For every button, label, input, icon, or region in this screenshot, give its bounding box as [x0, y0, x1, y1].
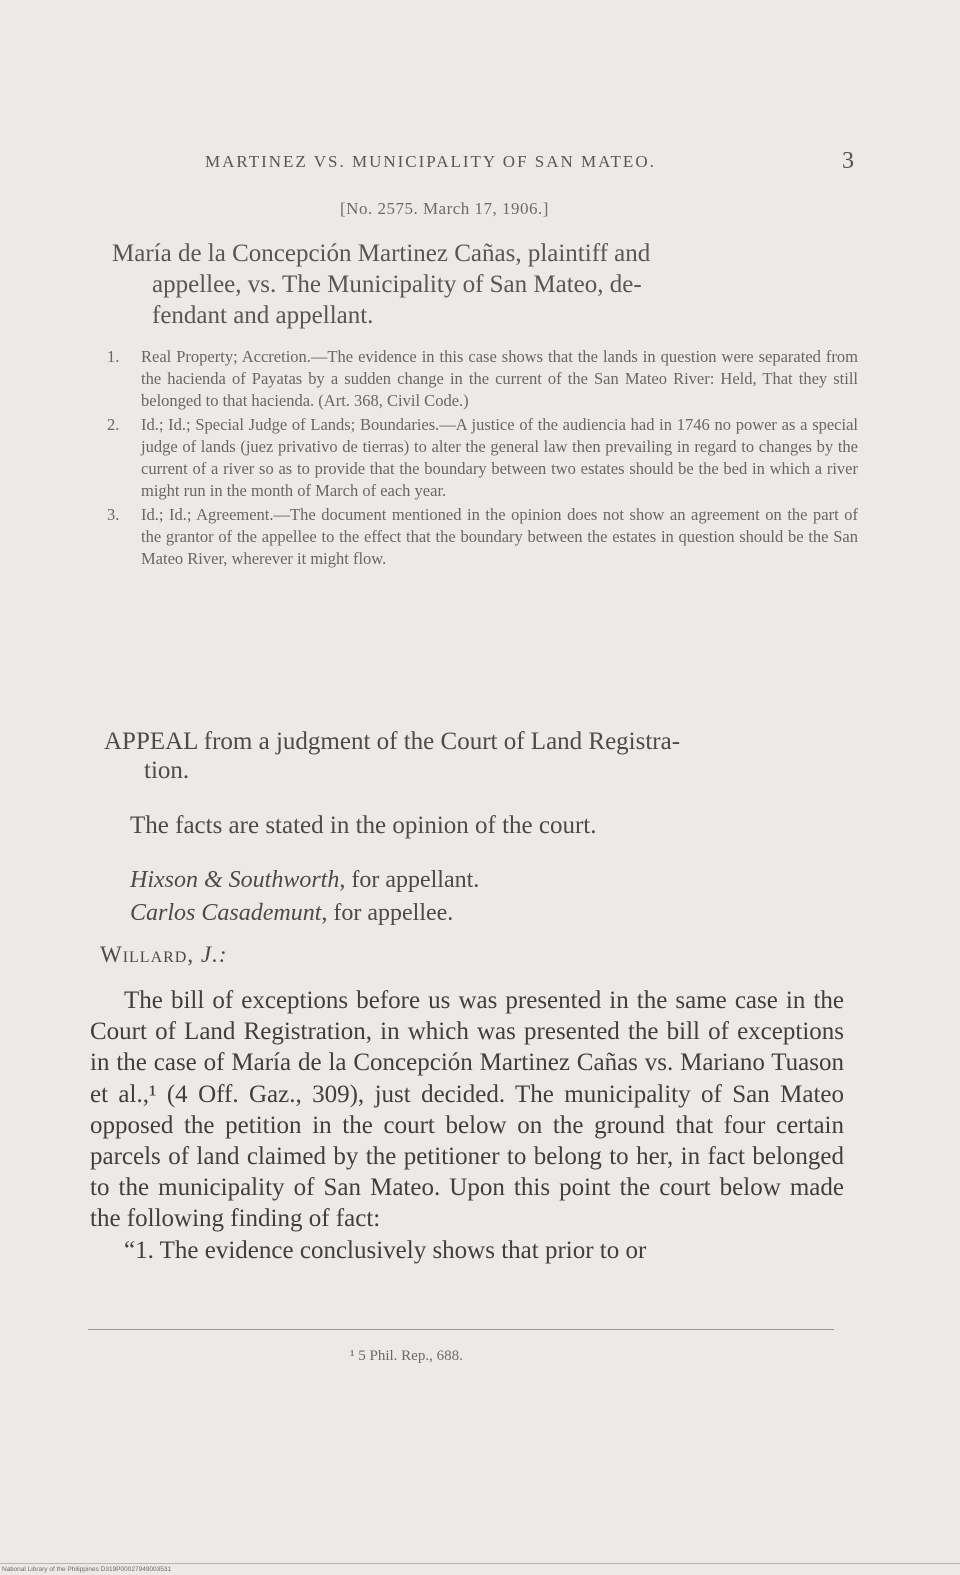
syllabus-text: Real Property; Accretion.—The evidence in this case shows that the lands in question were separated from the hacienda of Payatas by a sudden change in the current of the San Mateo River: Held, That they still belonged to that hacienda. (Art. 368, Civil Code.) [141, 347, 858, 410]
footnote-divider [88, 1329, 834, 1330]
syllabus-number: 2. [107, 415, 120, 434]
appeal-line-2: tion. [144, 757, 190, 784]
appellant-counsel-role: , for appellant. [339, 867, 480, 893]
judge-name: Willard, J.: [100, 942, 228, 967]
appeal-line-1: APPEAL from a judgment of the Court of Land Registra- [104, 728, 681, 755]
scan-bottom-divider [0, 1563, 960, 1564]
case-title-line-1: María de la Concepción Martinez Cañas, plaintiff and [112, 240, 651, 267]
appellant-counsel-name: Hixson & Southworth [130, 867, 340, 893]
appellee-counsel-role: , for appellee. [321, 900, 454, 926]
syllabus-item [103, 504, 858, 570]
page-number: 3 [842, 148, 854, 174]
syllabus-number: 1. [107, 347, 120, 366]
appellee-counsel-name: Carlos Casademunt [130, 900, 322, 926]
scan-watermark: National Library of the Philippines D319P00027949003531 [2, 1566, 172, 1573]
syllabus-item [103, 414, 858, 502]
docket-number: [No. 2575. March 17, 1906.] [340, 199, 549, 218]
opinion-paragraph: The bill of exceptions before us was presented in the same case in the Court of Land Registration, in which was presented the bill of exceptions in the case of María de la Concepción Martinez Cañas vs. Mariano Tuason et al.,¹ (4 Off. Gaz., 309), just decided. The municipality of San Mateo opposed the petition in the court below on the ground that four certain parcels of land claimed by the petitioner to belong to her, in fact belonged to the municipality of San Mateo. Upon this point the court below made the following finding of fact: [90, 987, 844, 1233]
syllabus-text: Id.; Id.; Agreement.—The document mentioned in the opinion does not show an agreement on the part of the grantor of the appellee to the effect that the boundary between the estates in question should be the San Mateo River, wherever it might flow. [141, 505, 858, 568]
case-title [112, 238, 862, 331]
syllabus-text: Id.; Id.; Special Judge of Lands; Boundaries.—A justice of the audiencia had in 1746 no power as a special judge of lands (juez privativo de tierras) to alter the general law then prevailing in regard to changes by the current of a river so as to provide that the boundary between two estates should be the bed in which a river might run in the month of March of each year. [141, 415, 858, 500]
case-title-line-2: appellee, vs. The Municipality of San Mateo, de- [152, 271, 642, 298]
syllabus-number: 3. [107, 505, 120, 524]
footnote: ¹ 5 Phil. Rep., 688. [350, 1348, 463, 1364]
syllabus [103, 346, 858, 572]
appeal-statement [104, 727, 856, 785]
counsel-appellant [130, 867, 479, 894]
case-title-line-3: fendant and appellant. [152, 302, 374, 329]
counsel-appellee [130, 900, 453, 927]
running-head: MARTINEZ VS. MUNICIPALITY OF SAN MATEO. [205, 152, 656, 171]
syllabus-item [103, 346, 858, 412]
opinion-paragraph: “1. The evidence conclusively shows that prior to or [124, 1236, 647, 1264]
opinion-body [90, 985, 844, 1266]
judge-surname: Willard [100, 942, 188, 967]
facts-statement: The facts are stated in the opinion of the court. [130, 812, 597, 839]
judge-suffix: J.: [200, 942, 228, 967]
